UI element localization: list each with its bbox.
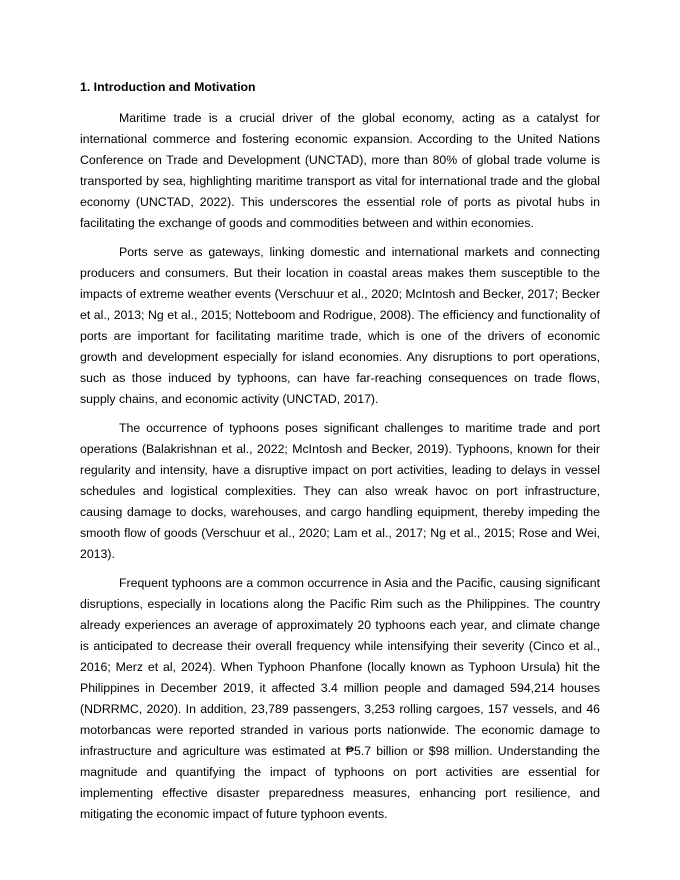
section-heading: 1. Introduction and Motivation bbox=[80, 80, 256, 94]
paragraph-typhoon-challenges: The occurrence of typhoons poses significant challenges to maritime trade and port operations (Balakrishnan et al., 2022; McIntosh and Becker, 2019). Typhoons, known for their regularity and intensity, have a disruptive impact on port activities, leading to delays in vessel schedules and logistical complexities. They can also wreak havoc on port infrastructure, causing damage to docks, warehouses, and cargo handling equipment, thereby impeding the smooth flow of goods (Verschuur et al., 2020; Lam et al., 2017; Ng et al., 2015; Rose and Wei, 2013). bbox=[80, 421, 600, 561]
paragraph-ports-gateways: Ports serve as gateways, linking domestic and international markets and connecting producers and consumers. But their location in coastal areas makes them susceptible to the impacts of extreme weather events (Verschuur et al., 2020; McIntosh and Becker, 2017; Becker et al., 2013; Ng et al., 2015; Notteboom and Rodrigue, 2008). The efficiency and functionality of ports are important for facilitating maritime trade, which is one of the drivers of economic growth and development especially for island economies. Any disruptions to port operations, such as those induced by typhoons, can have far-reaching consequences on trade flows, supply chains, and economic activity (UNCTAD, 2017). bbox=[80, 245, 600, 406]
paragraph-maritime-trade: Maritime trade is a crucial driver of the global economy, acting as a catalyst for international commerce and fostering economic expansion. According to the United Nations Conference on Trade and Development (UNCTAD), more than 80% of global trade volume is transported by sea, highlighting maritime transport as vital for international trade and the global economy (UNCTAD, 2022). This underscores the essential role of ports as pivotal hubs in facilitating the exchange of goods and commodities between and within economies. bbox=[80, 111, 600, 230]
paragraph-philippines-typhoons: Frequent typhoons are a common occurrence in Asia and the Pacific, causing significant disruptions, especially in locations along the Pacific Rim such as the Philippines. The country already experiences an average of approximately 20 typhoons each year, and climate change is anticipated to decrease their overall frequency while intensifying their severity (Cinco et al., 2016; Merz et al, 2024). When Typhoon Phanfone (locally known as Typhoon Ursula) hit the Philippines in December 2019, it affected 3.4 million people and damaged 594,214 houses (NDRRMC, 2020). In addition, 23,789 passengers, 3,253 rolling cargoes, 157 vessels, and 46 motorbancas were reported stranded in various ports nationwide. The economic damage to infrastructure and agriculture was estimated at ₱5.7 billion or $98 million. Understanding the magnitude and quantifying the impact of typhoons on port activities are essential for implementing effective disaster preparedness measures, enhancing port resilience, and mitigating the economic impact of future typhoon events. bbox=[80, 576, 600, 821]
document-page bbox=[80, 79, 600, 833]
